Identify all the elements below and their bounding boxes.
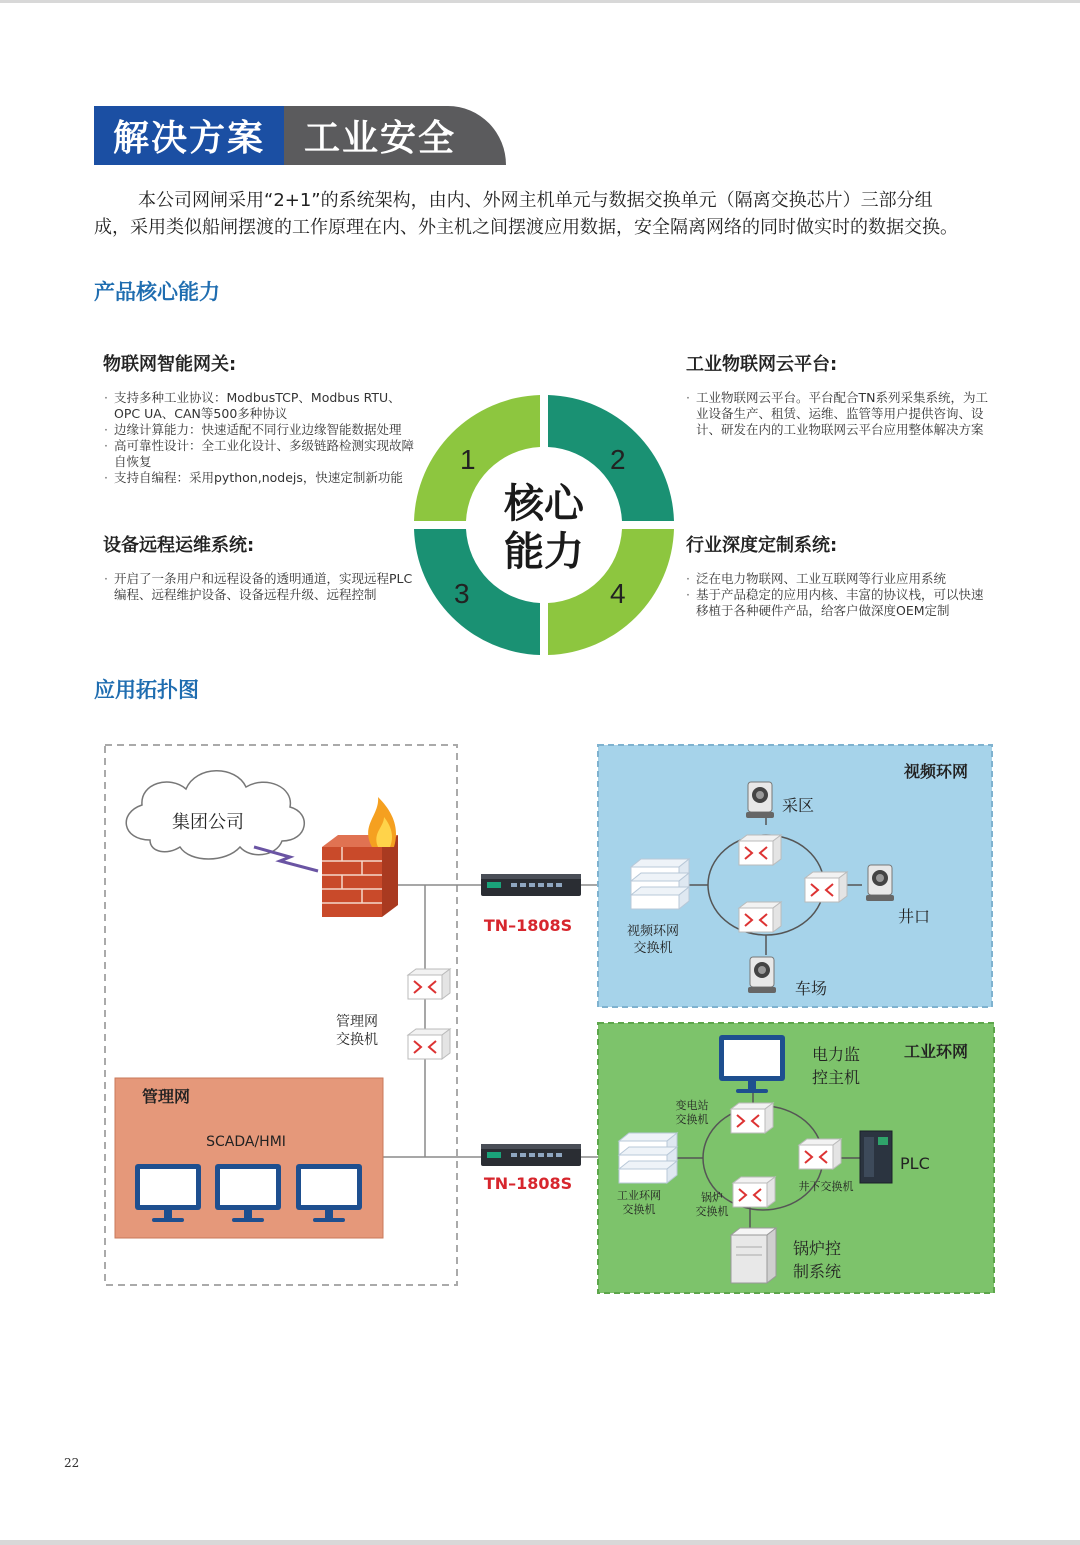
bullet-item: 计、研发在内的工业物联网云平台应用整体解决方案 [696,422,984,437]
intro-paragraph [94,187,1014,241]
ring-switch-icon [799,1139,841,1169]
gateway-device-label: TN–1808S [483,1174,573,1193]
industrial-ring-switch-label: 工业环网 [617,1189,661,1202]
ring-switch-icon [731,1103,773,1133]
bullet-item: 自恢复 [114,454,152,469]
capability-title: 设备远程运维系统: [103,535,255,556]
ring-switch-icon [733,1177,775,1207]
capability-bullets [104,571,424,603]
banner-secondary-label: 工业安全 [284,106,506,165]
camera-icon [866,865,894,901]
server-icon [731,1228,776,1283]
banner-primary-label: 解决方案 [94,106,284,165]
industrial-ring-switch-stack [619,1133,677,1183]
industrial-ring-switch-label: 交换机 [622,1203,656,1216]
topology-diagram [0,735,1080,1305]
segment-number-1: 1 [460,444,476,475]
capability-bullets [104,390,424,486]
industrial-ring-title: 工业环网 [903,1042,968,1061]
power-monitor-label: 电力监 [812,1045,861,1064]
bullet-item: · 泛在电力物联网、工业互联网等行业应用系统 [686,571,996,587]
section-title-capabilities: 产品核心能力 [94,280,220,304]
camera-icon [748,957,776,993]
boiler-control-label: 锅炉控 [793,1239,842,1258]
bullet-item: 移植于各种硬件产品，给客户做深度OEM定制 [696,603,950,618]
underground-switch-label: 井下交换机 [798,1180,854,1193]
bullet-item: 编程、远程维护设备、设备远程升级、远程控制 [114,587,377,602]
ring-switch-icon [805,872,847,902]
core-center-text: 能力 [504,529,584,575]
video-ring-switch-label: 视频环网 [626,924,680,939]
boiler-switch-label: 交换机 [695,1205,729,1218]
management-switch-label: 交换机 [336,1032,378,1048]
capability-bullets [686,390,996,438]
page-number: 22 [64,1456,80,1470]
top-rule [0,0,1080,3]
bullet-item: · 边缘计算能力：快速适配不同行业边缘智能数据处理 [104,422,424,438]
plc-icon [860,1131,892,1183]
capability-title: 行业深度定制系统: [686,535,838,556]
management-switch-label: 管理网 [336,1014,378,1030]
bullet-item: · 高可靠性设计：全工业化设计、多级链路检测实现故障 [104,438,424,454]
video-ring-switch-label: 交换机 [633,941,673,956]
camera-label: 车场 [795,979,828,998]
gateway-device-label: TN–1808S [483,916,573,935]
capability-title: 工业物联网云平台: [686,354,838,375]
scada-label: SCADA/HMI [206,1134,286,1150]
camera-icon [746,782,774,818]
boiler-switch-label: 锅炉 [701,1191,723,1204]
gateway-device-icon [481,874,581,896]
bullet-item: 业设备生产、租赁、运维、监管等用户提供咨询、设 [696,406,984,421]
segment-number-4: 4 [610,578,626,609]
substation-switch-label: 交换机 [675,1113,709,1126]
segment-number-2: 2 [610,444,626,475]
bottom-rule [0,1540,1080,1545]
core-capability-ring [412,393,676,657]
bullet-item: · 基于产品稳定的应用内核、丰富的协议栈，可以快速 [686,587,996,603]
intro-line: 成，采用类似船闸摆渡的工作原理在内、外主机之间摆渡应用数据，安全隔离网络的同时做实时的数据交换。 [94,217,958,238]
section-title-topology: 应用拓扑图 [94,678,199,702]
gateway-device-icon [481,1144,581,1166]
ring-switch-icon [739,902,781,932]
substation-switch-label: 变电站 [675,1099,709,1112]
bullet-item: · 支持自编程：采用python,nodejs，快速定制新功能 [104,470,424,486]
video-ring-switch-stack [631,859,689,909]
plc-label: PLC [900,1154,930,1173]
ring-switch-icon [739,835,781,865]
intro-line: 本公司网闸采用“2+1”的系统架构，由内、外网主机单元与数据交换单元（隔离交换芯片）三部分组 [138,190,933,211]
bullet-item: · 开启了一条用户和远程设备的透明通道，实现远程PLC [104,571,424,587]
power-monitor-label: 控主机 [812,1068,861,1087]
cloud-label: 集团公司 [172,812,244,833]
bullet-item: · 工业物联网云平台。平台配合TN系列采集系统，为工 [686,390,996,406]
camera-label: 井口 [898,907,931,926]
video-ring-title: 视频环网 [903,762,968,781]
capability-bullets [686,571,996,619]
boiler-control-label: 制系统 [793,1262,842,1281]
management-switch-icon [408,969,450,999]
segment-number-3: 3 [454,578,470,609]
management-network-title: 管理网 [142,1087,191,1106]
capability-title: 物联网智能网关: [103,354,237,375]
camera-label: 采区 [782,796,815,815]
bullet-item: OPC UA、CAN等500多种协议 [114,406,288,421]
core-center-text: 核心 [504,481,584,527]
bullet-item: · 支持多种工业协议：ModbusTCP、Modbus RTU、 [104,390,424,406]
management-switch-icon [408,1029,450,1059]
